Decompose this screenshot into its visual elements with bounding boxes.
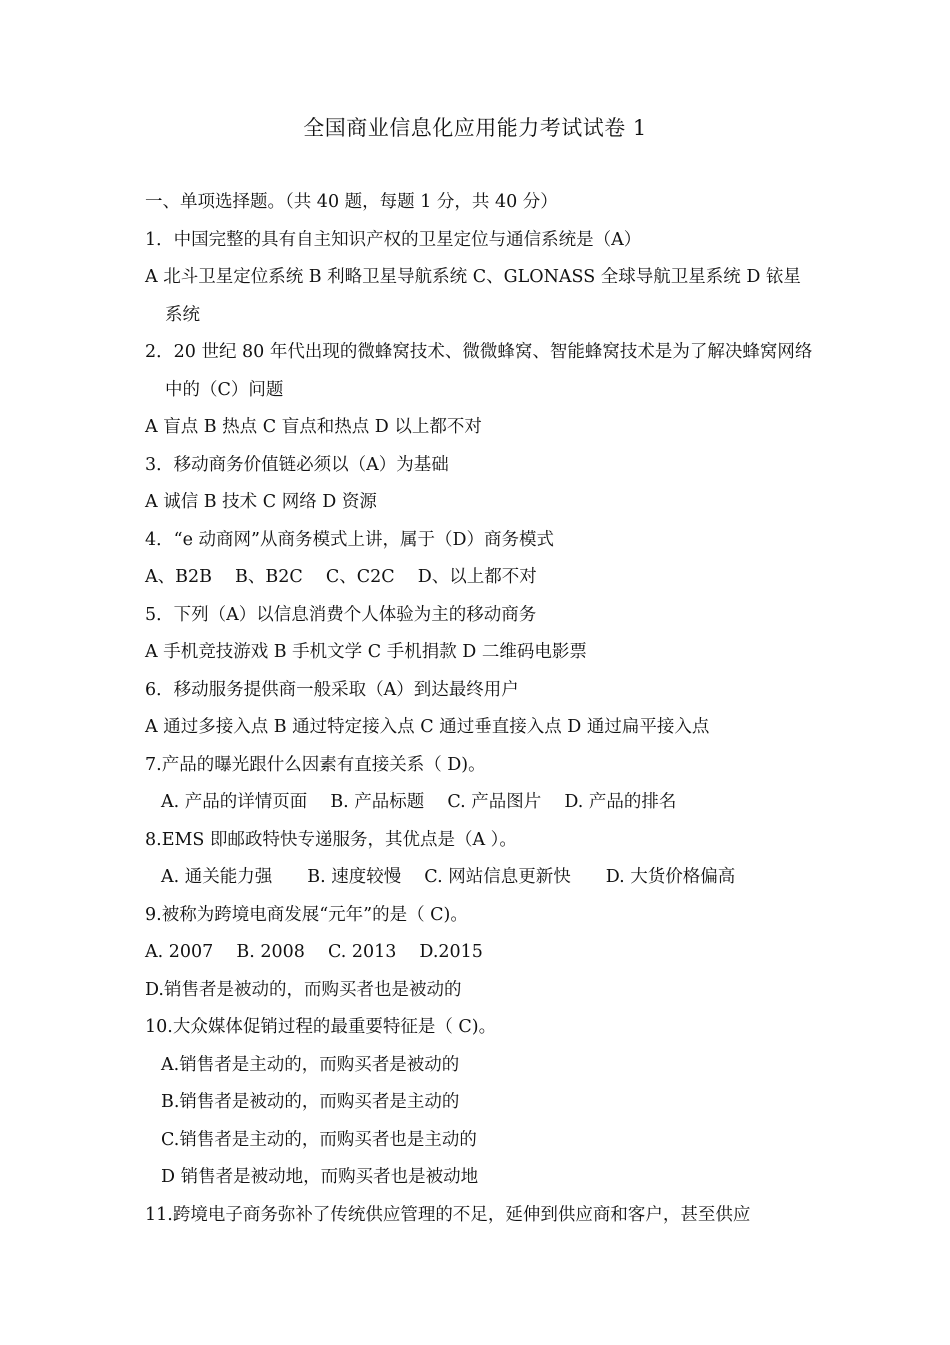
question-1-options: A 北斗卫星定位系统 B 利略卫星导航系统 C、GLONASS 全球导航卫星系统 D 铱星系统: [145, 267, 801, 325]
question-9: 9.被称为跨境电商发展“元年”的是（ C)。: [145, 904, 468, 925]
question-3-options: A 诚信 B 技术 C 网络 D 资源: [145, 492, 377, 512]
question-7-options: A. 产品的详情页面 B. 产品标题 C. 产品图片 D. 产品的排名: [161, 792, 677, 812]
question-5: 5．下列（A）以信息消费个人体验为主的移动商务: [145, 604, 537, 625]
question-3: 3．移动商务价值链必须以（A）为基础: [145, 454, 449, 475]
question-10-option-d: D 销售者是被动地，而购买者也是被动地: [161, 1167, 479, 1187]
question-9-options: A. 2007 B. 2008 C. 2013 D.2015: [145, 942, 483, 962]
question-8-options: A. 通关能力强 B. 速度较慢 C. 网站信息更新快 D. 大货价格偏高: [161, 867, 736, 887]
question-10-option-b: B.销售者是被动的，而购买者是主动的: [161, 1092, 460, 1112]
question-11: 11.跨境电子商务弥补了传统供应管理的不足，延伸到供应商和客户，甚至供应: [145, 1204, 751, 1225]
question-4-options: A、B2B B、B2C C、C2C D、以上都不对: [145, 567, 537, 587]
question-8: 8.EMS 即邮政特快专递服务，其优点是（A ）。: [145, 829, 517, 850]
question-1: 1．中国完整的具有自主知识产权的卫星定位与通信系统是（A）: [145, 229, 642, 250]
page-title: 全国商业信息化应用能力考试试卷 1: [303, 116, 647, 140]
question-10-option-c: C.销售者是主动的，而购买者也是主动的: [161, 1129, 477, 1150]
question-10-option-a: A.销售者是主动的，而购买者是被动的: [161, 1054, 460, 1075]
question-4: 4．“e 动商网”从商务模式上讲，属于（D）商务模式: [145, 529, 554, 550]
question-2: 2．20 世纪 80 年代出现的微蜂窝技术、微微蜂窝、智能蜂窝技术是为了解决蜂窝网络中的（C）问题: [145, 342, 813, 400]
question-10: 10.大众媒体促销过程的最重要特征是（ C)。: [145, 1017, 497, 1037]
question-2-options: A 盲点 B 热点 C 盲点和热点 D 以上都不对: [145, 417, 482, 437]
question-7: 7.产品的曝光跟什么因素有直接关系（ D)。: [145, 754, 486, 775]
document-body: [145, 184, 815, 1234]
question-5-options: A 手机竞技游戏 B 手机文学 C 手机捐款 D 二维码电影票: [145, 642, 587, 662]
stray-option-line: D.销售者是被动的，而购买者也是被动的: [145, 979, 462, 1000]
section-heading: 一、单项选择题。（共 40 题，每题 1 分，共 40 分）: [145, 192, 558, 212]
question-6: 6．移动服务提供商一般采取（A）到达最终用户: [145, 679, 519, 700]
question-6-options: A 通过多接入点 B 通过特定接入点 C 通过垂直接入点 D 通过扁平接入点: [145, 717, 710, 737]
